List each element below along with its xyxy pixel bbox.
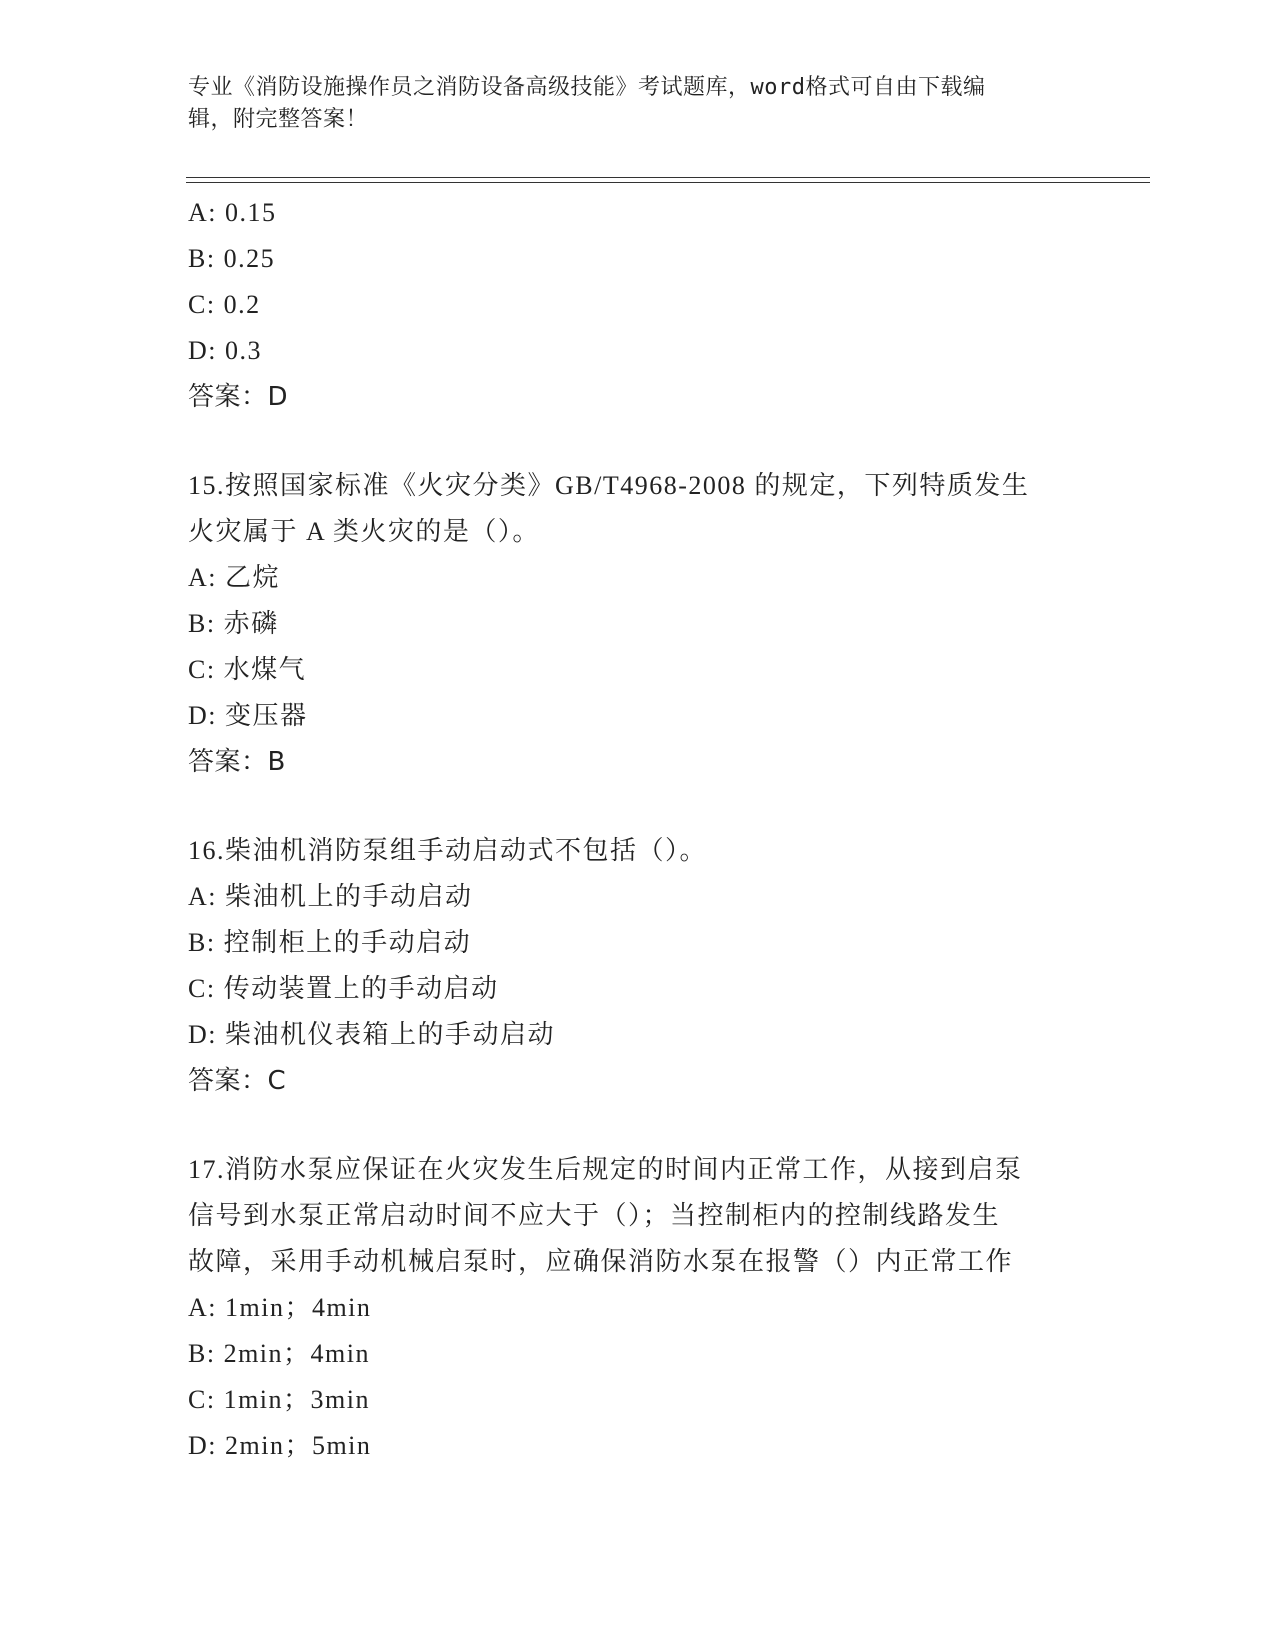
header-rule-bottom	[186, 182, 1150, 183]
question-stem-line: 16.柴油机消防泵组手动启动式不包括（）。	[188, 836, 708, 865]
question-15	[188, 463, 1108, 785]
option-d: D: 0.3	[188, 336, 262, 365]
option-d: D: 2min；5min	[188, 1431, 372, 1460]
answer: 答案：C	[188, 1066, 287, 1096]
document-header	[188, 72, 1088, 136]
question-stem-line: 故障，采用手动机械启泵时，应确保消防水泵在报警（）内正常工作	[188, 1247, 1014, 1276]
question-14	[188, 190, 1108, 420]
option-d: D: 柴油机仪表箱上的手动启动	[188, 1020, 556, 1049]
option-a: A: 1min；4min	[188, 1293, 372, 1322]
option-b: B: 赤磷	[188, 609, 279, 638]
option-a: A: 柴油机上的手动启动	[188, 882, 473, 911]
question-stem-line: 火灾属于 A 类火灾的是（）。	[188, 517, 540, 546]
question-stem-line: 17.消防水泵应保证在火灾发生后规定的时间内正常工作，从接到启泵	[188, 1155, 1023, 1184]
answer: 答案：D	[188, 382, 289, 412]
option-c: C: 1min；3min	[188, 1385, 370, 1414]
option-a: A: 0.15	[188, 198, 277, 227]
question-stem-line: 信号到水泵正常启动时间不应大于（）；当控制柜内的控制线路发生	[188, 1201, 1001, 1230]
option-b: B: 控制柜上的手动启动	[188, 928, 472, 957]
option-d: D: 变压器	[188, 701, 308, 730]
header-line-2: 辑，附完整答案！	[188, 107, 369, 132]
option-a: A: 乙烷	[188, 563, 281, 592]
option-c: C: 0.2	[188, 290, 261, 319]
option-c: C: 水煤气	[188, 655, 307, 684]
header-line-1: 专业《消防设施操作员之消防设备高级技能》考试题库，word格式可自由下载编	[188, 75, 986, 100]
option-b: B: 2min；4min	[188, 1339, 370, 1368]
answer: 答案：B	[188, 747, 286, 777]
header-rule-top	[186, 177, 1150, 178]
option-c: C: 传动装置上的手动启动	[188, 974, 499, 1003]
question-stem-line: 15.按照国家标准《火灾分类》GB/T4968-2008 的规定，下列特质发生	[188, 471, 1030, 500]
question-list	[188, 190, 1108, 1469]
option-b: B: 0.25	[188, 244, 276, 273]
question-17	[188, 1147, 1108, 1469]
question-16	[188, 828, 1108, 1104]
